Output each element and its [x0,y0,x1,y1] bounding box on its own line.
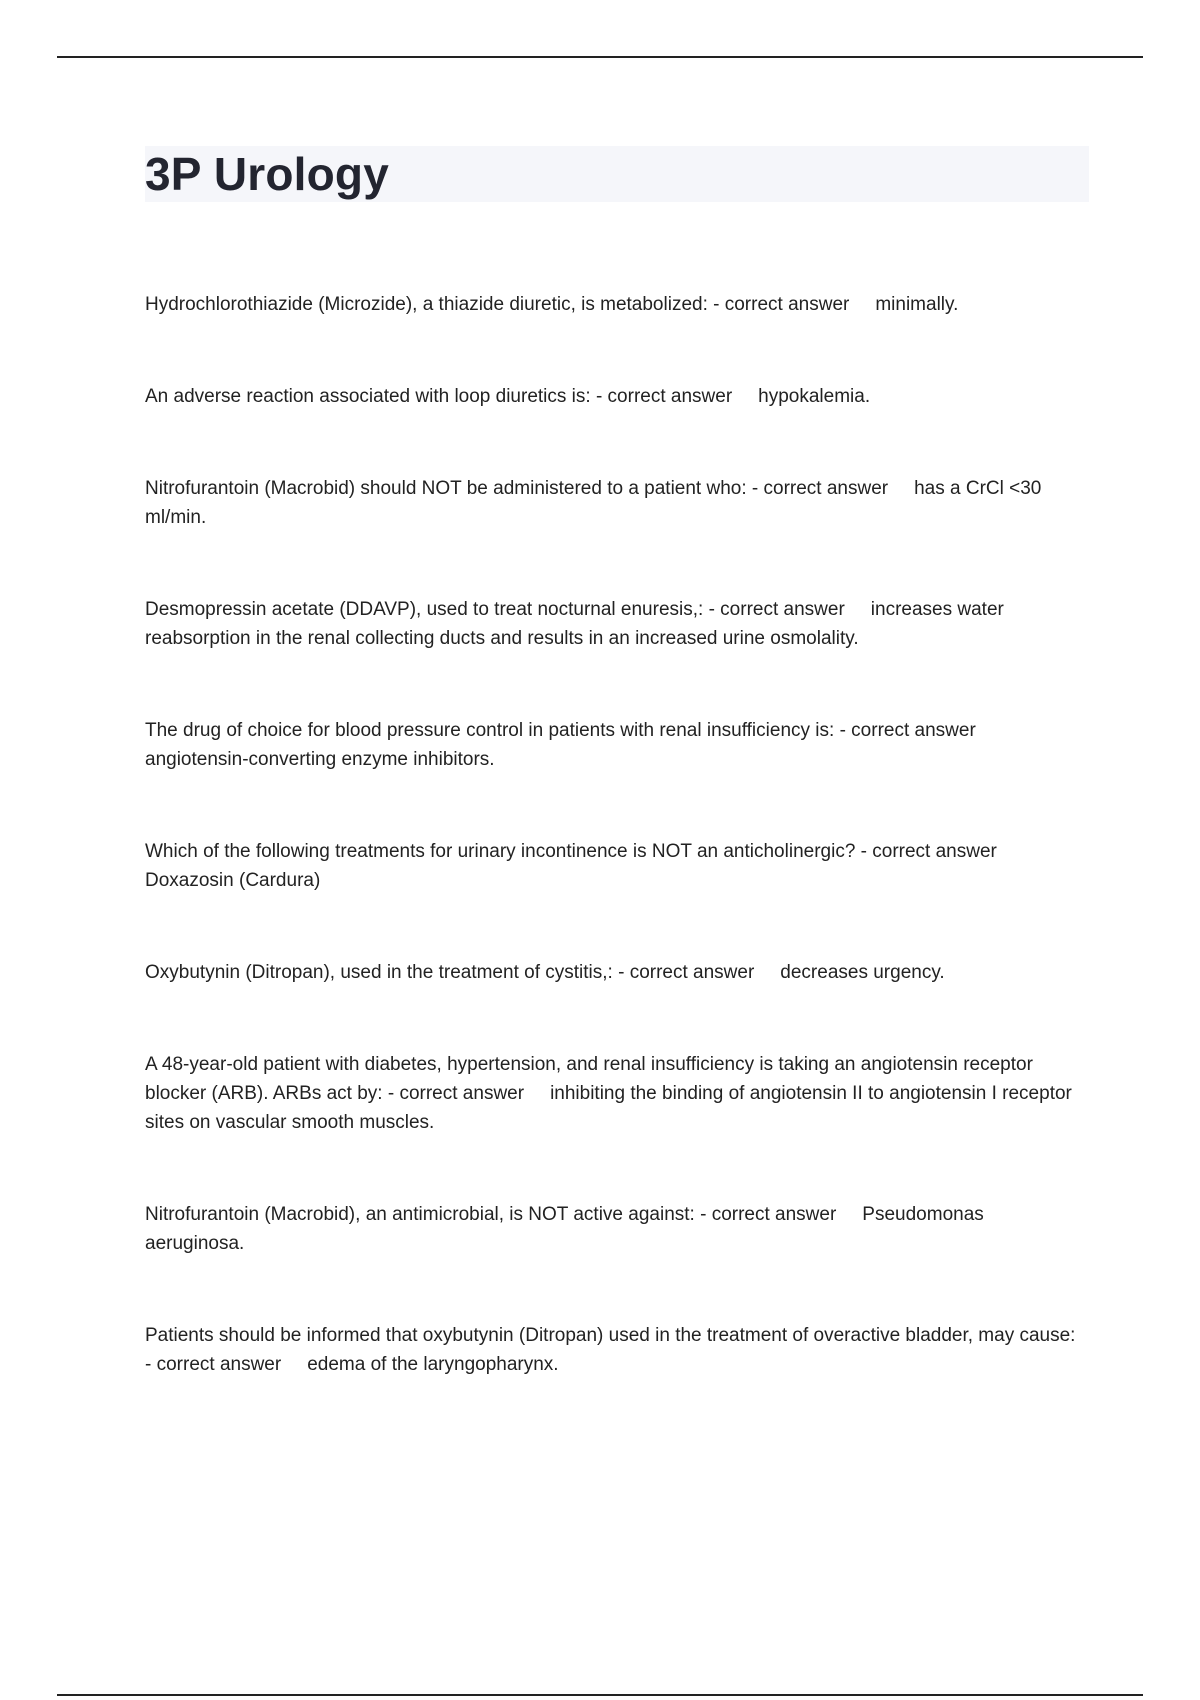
qa-item [145,958,1085,987]
qa-item [145,1050,1085,1137]
qa-question: Nitrofurantoin (Macrobid) should NOT be administered to a patient who: - correct answer [145,478,889,499]
qa-item [145,290,1085,319]
qa-answer: hypokalemia. [758,386,871,407]
qa-question: Patients should be informed that oxybutynin (Ditropan) used in the treatment of overactive bladder, may cause: - correct answer [145,1325,1076,1375]
qa-question: An adverse reaction associated with loop diuretics is: - correct answer [145,386,733,407]
qa-question: Which of the following treatments for urinary incontinence is NOT an anticholinergic? - correct answer [145,841,997,862]
bottom-rule [57,1694,1143,1696]
qa-item [145,595,1085,653]
qa-answer: increases water reabsorption in the renal collecting ducts and results in an increased urine osmolality. [145,599,1004,649]
qa-answer: inhibiting the binding of angiotensin II to angiotensin I receptor sites on vascular smooth muscles. [145,1083,1072,1133]
qa-question: A 48-year-old patient with diabetes, hypertension, and renal insufficiency is taking an angiotensin receptor blocker (ARB). ARBs act by: - correct answer [145,1054,1033,1104]
qa-item [145,382,1085,411]
qa-question: Oxybutynin (Ditropan), used in the treatment of cystitis,: - correct answer [145,962,755,983]
qa-item [145,716,1085,774]
qa-question: Hydrochlorothiazide (Microzide), a thiazide diuretic, is metabolized: - correct answer [145,294,850,315]
qa-answer: angiotensin-converting enzyme inhibitors. [145,749,495,770]
qa-item [145,474,1085,532]
qa-item [145,837,1085,895]
page-title: 3P Urology [145,148,389,200]
qa-answer: minimally. [875,294,959,315]
qa-question: Desmopressin acetate (DDAVP), used to treat nocturnal enuresis,: - correct answer [145,599,845,620]
qa-answer: Pseudomonas aeruginosa. [145,1204,984,1254]
qa-answer: edema of the laryngopharynx. [307,1354,559,1375]
qa-answer: decreases urgency. [780,962,945,983]
qa-answer: has a CrCl <30 ml/min. [145,478,1042,528]
qa-item [145,1321,1085,1379]
top-rule [57,56,1143,58]
qa-item [145,1200,1085,1258]
qa-answer: Doxazosin (Cardura) [145,870,321,891]
qa-question: Nitrofurantoin (Macrobid), an antimicrobial, is NOT active against: - correct answer [145,1204,837,1225]
qa-question: The drug of choice for blood pressure control in patients with renal insufficiency is: - correct answer [145,720,976,741]
qa-list [145,290,1085,1442]
